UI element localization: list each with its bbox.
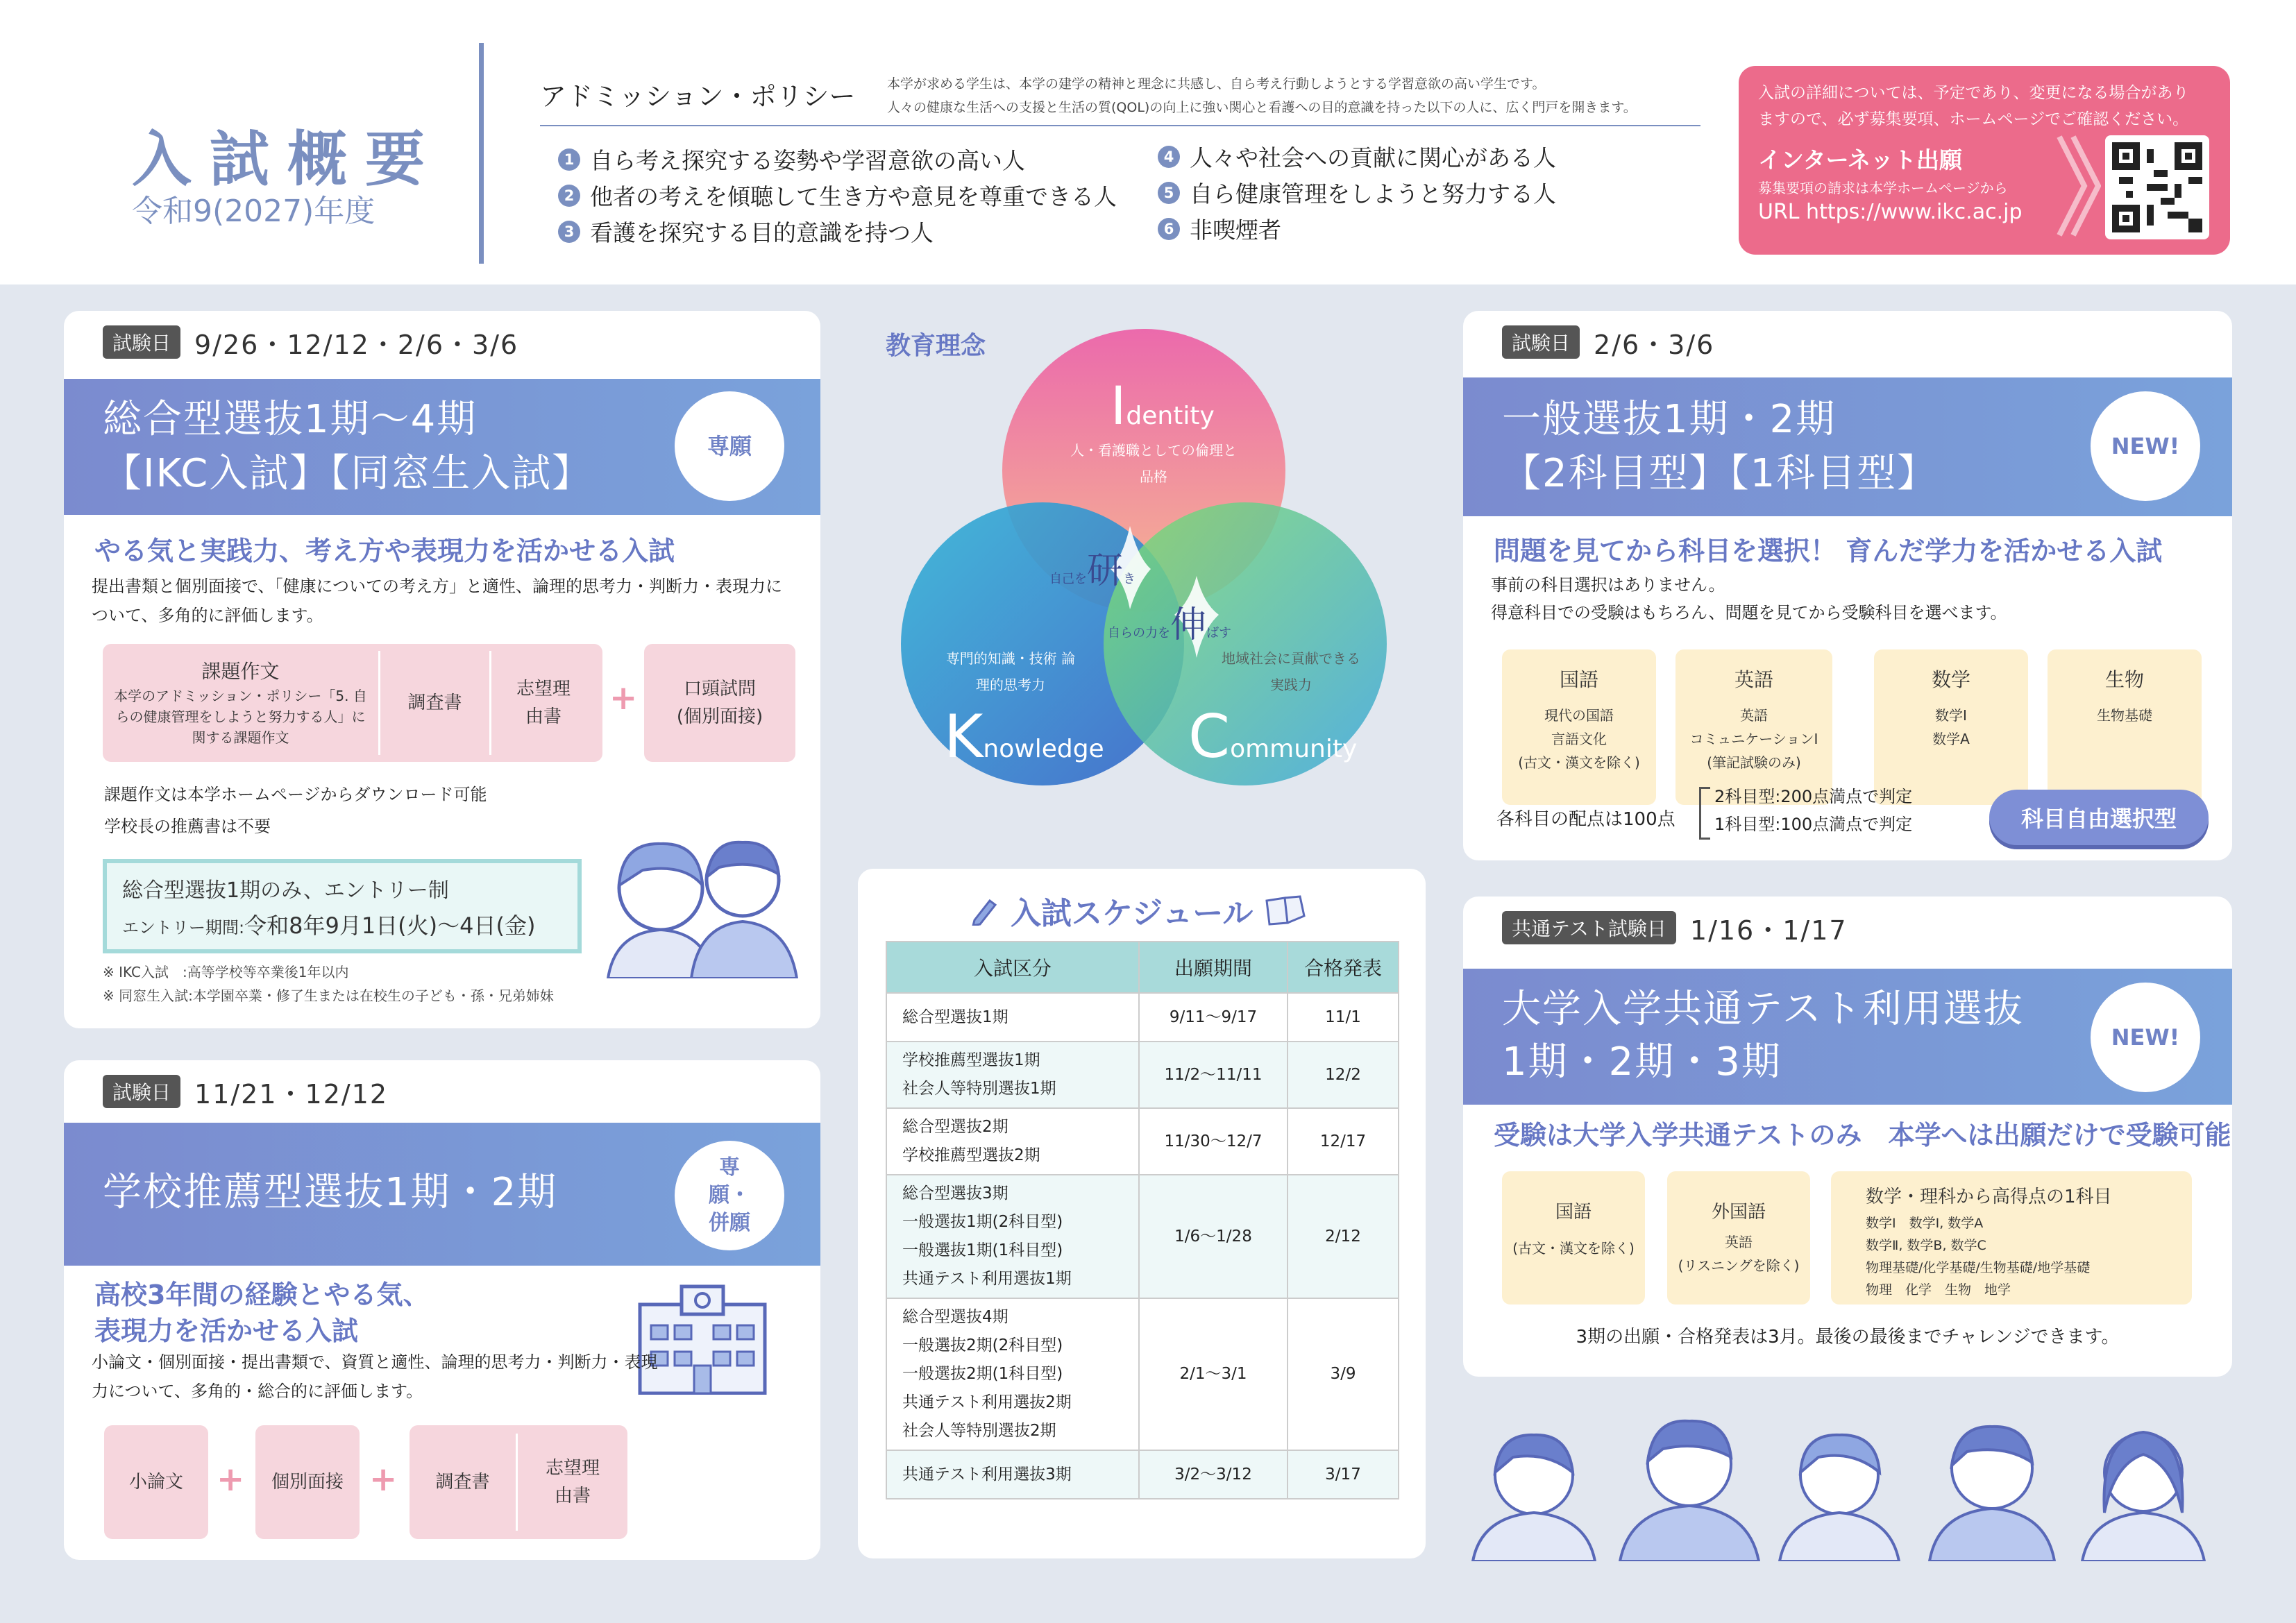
report-card-label: 調査書 [380, 651, 491, 755]
column-header: 出願期間 [1139, 942, 1288, 993]
knowledge-initial: K [944, 702, 984, 772]
subject-detail: (古文・漢文を除く) [1512, 1240, 1635, 1257]
ippan-title: 一般選抜1期・2期 [1502, 397, 1837, 442]
result-cell: 12/17 [1288, 1108, 1399, 1175]
table-row [886, 993, 1399, 1042]
subject-box [1502, 649, 1656, 805]
ken-suffix: き [1123, 572, 1136, 586]
new-badge: NEW! [2091, 983, 2200, 1092]
kyotsu-card [1463, 897, 2232, 1377]
knowledge-label [944, 702, 1104, 772]
subject-box [1675, 649, 1832, 805]
number-badge: 2 [558, 185, 580, 207]
ippan-description: 得意科目での受験はもちろん、問題を見てから受験科目を選べます。 [1491, 603, 2007, 622]
ap-desc-line: 本学が求める学生は、本学の建学の精神と理念に共感し、自ら考え行動しようとする学習意欲の高い学生です。 [887, 76, 1546, 92]
extend-ability-label [1108, 595, 1231, 647]
subject-detail: 英語 [1740, 707, 1768, 724]
subject-detail: 物理 化学 生物 地学 [1866, 1282, 2011, 1298]
admission-policy-title: アドミッション・ポリシー [540, 81, 856, 112]
category-text: 総合型選抜1期 [902, 1008, 1008, 1026]
essay-box [103, 651, 380, 755]
subject-box [1874, 649, 2028, 805]
divider [540, 125, 1700, 126]
points-text: 各科目の配点は100点 [1496, 809, 1675, 830]
kyotsu-banner [1463, 969, 2232, 1105]
schedule-header [969, 888, 1308, 933]
subject-detail: (リスニングを除く) [1678, 1257, 1800, 1274]
exam-date-tag: 試験日 [103, 325, 180, 359]
number-badge: 5 [1158, 182, 1180, 204]
divider [479, 43, 484, 264]
suisen-headline: 高校3年間の経験とやる気、 [94, 1280, 430, 1310]
period-cell: 9/11〜9/17 [1139, 993, 1288, 1042]
category-text: 共通テスト利用選抜2期 [902, 1393, 1072, 1411]
exam-dates: 11/21・12/12 [194, 1078, 389, 1110]
subject-name: 英語 [1734, 668, 1773, 691]
ippan-card [1463, 311, 2232, 860]
subject-box [1667, 1171, 1810, 1305]
document-group [410, 1425, 627, 1539]
subject-box [2048, 649, 2202, 805]
essay-title: 課題作文 [201, 660, 280, 683]
subject-detail: 数学A [1932, 731, 1970, 747]
ap-desc-line: 人々の健康な生活への支援と生活の質(QOL)の向上に強い関心と看護への目的意識を持った以下の人に、広く門戸を開きます。 [887, 100, 1637, 115]
category-text: 総合型選抜2期 [902, 1118, 1008, 1136]
plus-icon: + [369, 1460, 398, 1499]
policy-item [558, 143, 1025, 176]
table-header-row [886, 942, 1399, 993]
identity-desc: 人・看護職としての倫理と品格 [1070, 442, 1237, 485]
ippan-banner [1463, 377, 2232, 516]
identity-word: dentity [1126, 402, 1215, 430]
period-cell: 2/1〜3/1 [1139, 1298, 1288, 1450]
period-cell: 3/2〜3/12 [1139, 1450, 1288, 1499]
scoring-text [1714, 783, 1912, 838]
identity-label [1111, 375, 1215, 436]
category-text: 社会人等特別選抜1期 [902, 1080, 1056, 1098]
note-text: 学校長の推薦書は不要 [104, 817, 271, 836]
table-row [886, 1042, 1399, 1108]
identity-initial: I [1111, 375, 1126, 436]
subject-detail: 物理基礎/化学基礎/生物基礎/地学基礎 [1866, 1260, 2091, 1275]
category-text: 総合型選抜3期 [902, 1184, 1008, 1203]
community-label [1188, 702, 1357, 772]
reason-letter-label: 志望理由書 [516, 679, 571, 727]
interview-box: 個別面接 [255, 1425, 360, 1539]
result-cell: 12/2 [1288, 1042, 1399, 1108]
table-row [886, 1450, 1399, 1499]
entry-date: 令和8年9月1日(火)〜4日(金) [244, 912, 536, 939]
policy-item [1158, 140, 1556, 173]
schedule-table [886, 941, 1399, 1499]
essay-desc: 本学のアドミッション・ポリシー「5. 自らの健康管理をしようと努力する人」に関する課題作文 [114, 688, 367, 746]
math-science-box [1831, 1171, 2192, 1305]
category-text: 一般選抜1期(1科目型) [902, 1241, 1063, 1259]
result-cell: 3/17 [1288, 1450, 1399, 1499]
chevron-right-icon [2057, 134, 2101, 238]
oral-exam-box: 口頭試問(個別面接) [644, 644, 795, 762]
suisen-description: 小論文・個別面接・提出書類で、資質と適性、論理的思考力・判断力・表現力について、多角的・総合的に評価します。 [92, 1352, 658, 1401]
subject-name: 国語 [1559, 668, 1598, 691]
exclusive-combined-badge: 専願・併願 [675, 1141, 784, 1250]
document-group [103, 644, 602, 762]
entry-box [103, 859, 582, 953]
category-text: 一般選抜2期(1科目型) [902, 1365, 1063, 1383]
category-text: 一般選抜1期(2科目型) [902, 1213, 1063, 1231]
subject-detail: 数学Ⅰ 数学Ⅰ, 数学A [1866, 1216, 1984, 1231]
plus-icon: + [609, 679, 638, 717]
number-badge: 3 [558, 221, 580, 243]
suisen-banner [64, 1123, 820, 1266]
scoring-line: 2科目型:200点満点で判定 [1714, 787, 1913, 806]
category-text: 共通テスト利用選抜3期 [902, 1465, 1072, 1484]
sogo-banner [64, 379, 820, 515]
exam-date-row [64, 311, 518, 373]
category-text: 共通テスト利用選抜1期 [902, 1270, 1072, 1288]
number-badge: 1 [558, 148, 580, 171]
kyotsu-title: 大学入学共通テスト利用選抜 [1502, 987, 2024, 1032]
exam-date-row [1463, 897, 1848, 959]
scoring-line: 1科目型:100点満点で判定 [1714, 815, 1913, 834]
report-card-label: 調査書 [410, 1434, 518, 1531]
schedule-title: 入試スケジュール [1011, 896, 1253, 931]
subject-name: 生物 [2104, 668, 2144, 691]
exam-date-tag: 試験日 [1502, 325, 1580, 359]
internet-application-label: インターネット出願 [1758, 146, 1963, 173]
kyotsu-headline: 受験は大学入学共通テストのみ 本学へは出願だけで受験可能 [1494, 1120, 2231, 1150]
number-badge: 4 [1158, 146, 1180, 168]
policy-item [558, 215, 934, 248]
subject-detail: コミュニケーションⅠ [1689, 731, 1818, 747]
number-badge: 6 [1158, 218, 1180, 240]
suisen-card [64, 1060, 820, 1560]
subject-detail: 言語文化 [1551, 731, 1607, 747]
new-badge: NEW! [2091, 391, 2200, 501]
subject-detail: 数学Ⅰ [1935, 707, 1967, 724]
period-cell: 11/2〜11/11 [1139, 1042, 1288, 1108]
students-illustration [601, 829, 802, 978]
category-text: 総合型選抜4期 [902, 1308, 1008, 1326]
sogo-description: 提出書類と個別面接で、「健康についての考え方」と適性、論理的思考力・判断力・表現力について、多角的に評価します。 [92, 577, 783, 625]
exam-date-row [64, 1060, 388, 1123]
table-row [886, 1175, 1399, 1298]
ippan-description: 事前の科目選択はありません。 [1491, 575, 1725, 595]
table-row [886, 1298, 1399, 1450]
result-cell: 2/12 [1288, 1175, 1399, 1298]
subject-detail: 英語 [1725, 1234, 1753, 1250]
policy-item [1158, 212, 1281, 245]
category-text: 学校推薦型選抜1期 [902, 1051, 1040, 1069]
kyotsu-footer: 3期の出願・合格発表は3月。最後の最後までチャレンジできます。 [1576, 1327, 2120, 1348]
qr-code-icon[interactable] [2105, 135, 2209, 239]
schedule-card [858, 869, 1426, 1558]
subject-detail: 現代の国語 [1544, 707, 1614, 724]
category-text: 社会人等特別選抜2期 [902, 1422, 1056, 1440]
knowledge-word: nowledge [983, 735, 1104, 763]
bracket [1699, 787, 1710, 840]
book-icon [1264, 895, 1308, 926]
page-title: 入試概要 [132, 125, 443, 194]
subject-detail: 生物基礎 [2097, 707, 2152, 724]
note-text: 課題作文は本学ホームページからダウンロード可能 [104, 785, 487, 804]
ken-char: 研 [1087, 550, 1124, 592]
policy-text: 他者の考えを傾聴して生き方や意見を尊重できる人 [590, 183, 1117, 210]
table-row [886, 1108, 1399, 1175]
internet-application-box [1739, 66, 2230, 255]
policy-text: 非喫煙者 [1190, 216, 1281, 244]
exam-dates: 9/26・12/12・2/6・3/6 [194, 329, 519, 360]
policy-item [1158, 176, 1556, 209]
suisen-title: 学校推薦型選抜1期・2期 [103, 1170, 558, 1215]
category-text: 学校推薦型選抜2期 [902, 1146, 1040, 1164]
shin-char: 伸 [1170, 604, 1207, 646]
period-cell: 1/6〜1/28 [1139, 1175, 1288, 1298]
subject-detail: (筆記試験のみ) [1707, 754, 1801, 771]
knowledge-desc: 専門的知識・技術 論理的思考力 [945, 650, 1076, 693]
free-choice-badge: 科目自由選択型 [1989, 790, 2209, 845]
year-label: 令和9(2027)年度 [132, 194, 375, 229]
exam-dates: 1/16・1/17 [1689, 915, 1848, 946]
community-word: ommunity [1230, 735, 1358, 763]
students-group-illustration [1471, 1409, 2235, 1561]
kyotsu-subtitle: 1期・2期・3期 [1502, 1039, 1782, 1085]
entry-title: 総合型選抜1期のみ、エントリー制 [122, 878, 449, 903]
subject-detail: 数学Ⅱ, 数学B, 数学C [1866, 1238, 1986, 1253]
subject-name: 外国語 [1711, 1202, 1766, 1223]
policy-text: 自ら考え探究する姿勢や学習意欲の高い人 [590, 147, 1025, 174]
community-desc: 地域社会に貢献できる実践力 [1222, 650, 1360, 693]
result-cell: 11/1 [1288, 993, 1399, 1042]
ippan-subtitle: 【2科目型】【1科目型】 [1502, 451, 1938, 496]
subject-name: 数学・理科から高得点の1科目 [1866, 1187, 2112, 1207]
policy-text: 看護を探究する目的意識を持つ人 [590, 219, 934, 246]
exam-dates: 2/6・3/6 [1594, 329, 1715, 360]
sogo-subtitle: 【IKC入試】【同窓生入試】 [103, 451, 593, 496]
footnote: ※ 同窓生入試:本学園卒業・修了生または在校生の子ども・孫・兄弟姉妹 [103, 987, 554, 1004]
exam-date-row [1463, 311, 1714, 373]
philosophy-title: 教育理念 [886, 332, 986, 360]
entry-label: エントリー期間: [122, 918, 245, 937]
ken-prefix: 自己を [1049, 572, 1087, 586]
shin-prefix: 自らの力を [1108, 626, 1170, 640]
sogo-card [64, 311, 820, 1028]
period-cell: 11/30〜12/7 [1139, 1108, 1288, 1175]
community-initial: C [1188, 702, 1231, 772]
subject-box [1502, 1171, 1645, 1305]
exam-date-tag: 共通テスト試験日 [1502, 911, 1676, 944]
suisen-headline: 表現力を活かせる入試 [94, 1316, 359, 1346]
column-header: 入試区分 [886, 942, 1139, 993]
website-url[interactable]: URL https://www.ikc.ac.jp [1758, 200, 2023, 224]
header [0, 0, 2296, 284]
reason-letter-label: 志望理由書 [545, 1458, 600, 1506]
policy-text: 自ら健康管理をしようと努力する人 [1190, 180, 1556, 207]
shin-suffix: ばす [1206, 626, 1232, 640]
subject-name: 国語 [1555, 1202, 1592, 1223]
policy-text: 人々や社会への貢献に関心がある人 [1190, 144, 1556, 171]
subject-detail: (古文・漢文を除く) [1518, 754, 1640, 771]
ippan-headline: 問題を見てから科目を選択！ 育んだ学力を活かせる入試 [1494, 536, 2163, 566]
exclusive-badge: 専願 [675, 391, 784, 501]
policy-item [558, 179, 1117, 212]
request-text: 募集要項の請求は本学ホームページから [1758, 180, 2008, 196]
pencil-icon [969, 895, 999, 926]
admission-policy-desc [887, 72, 1720, 119]
exam-date-tag: 試験日 [103, 1075, 180, 1108]
result-cell: 3/9 [1288, 1298, 1399, 1450]
polish-self-label [1049, 541, 1136, 593]
plus-icon: + [217, 1460, 245, 1499]
column-header: 合格発表 [1288, 942, 1399, 993]
footnote: ※ IKC入試 :高等学校等卒業後1年以内 [103, 964, 349, 980]
category-text: 一般選抜2期(2科目型) [902, 1336, 1063, 1354]
sogo-headline: やる気と実践力、考え方や表現力を活かせる入試 [94, 536, 675, 566]
sogo-title: 総合型選抜1期〜4期 [103, 397, 478, 442]
short-essay-box: 小論文 [104, 1425, 208, 1539]
subject-name: 数学 [1931, 668, 1970, 691]
notice-text: 入試の詳細については、予定であり、変更になる場合がありますので、必ず募集要項、ホームページでご確認ください。 [1758, 84, 2189, 128]
